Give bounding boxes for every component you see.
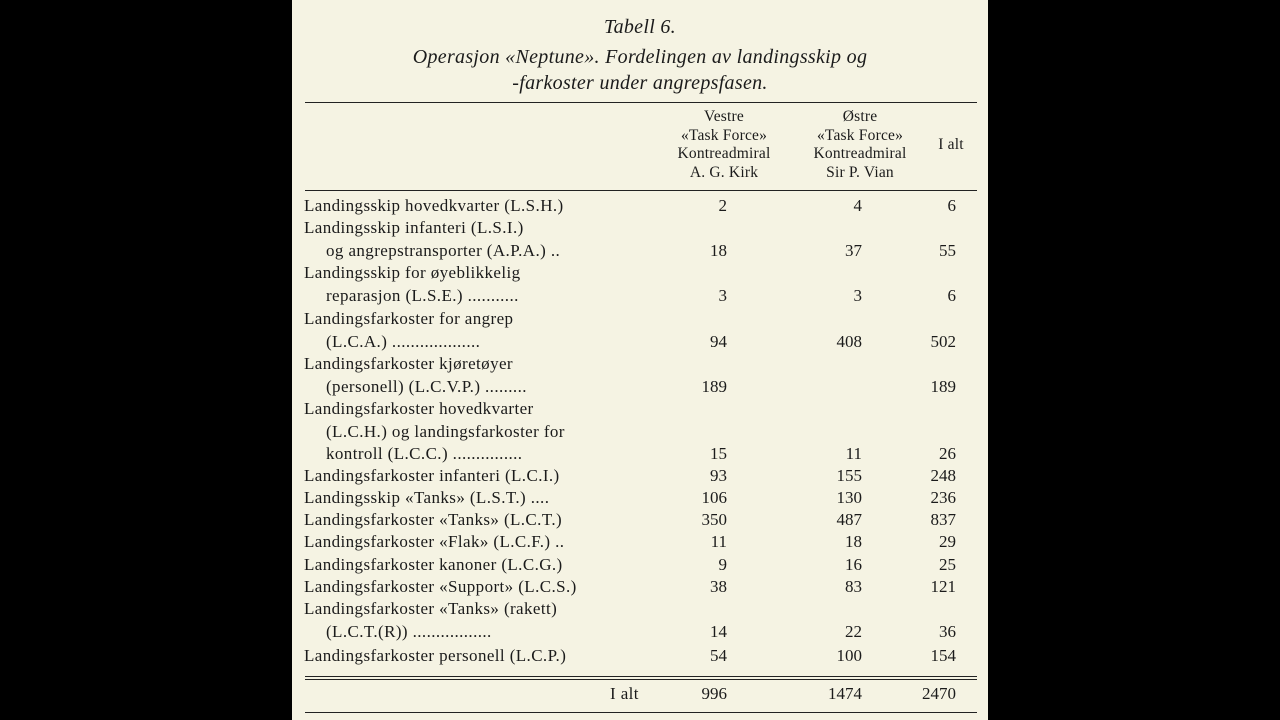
cell-west: 9 <box>718 555 727 574</box>
cell-west: 3 <box>718 285 727 305</box>
cell-west: 38 <box>710 577 727 596</box>
cell-total: 154 <box>930 646 956 665</box>
cell-total: 502 <box>930 331 956 351</box>
cell-total: 25 <box>939 555 956 574</box>
row-label: kontroll (L.C.C.) ............... <box>326 444 523 463</box>
cell-total: 236 <box>930 488 956 507</box>
cell-east: 130 <box>836 488 862 507</box>
header-total: I alt <box>938 136 964 153</box>
table-caption-line2: -farkoster under angrepsfasen. <box>512 72 768 94</box>
cell-east: 408 <box>836 331 862 351</box>
table-caption-line1: Operasjon «Neptune». Fordelingen av landingsskip og <box>412 46 868 68</box>
total-all: 2470 <box>922 684 956 703</box>
header-rule <box>305 190 977 191</box>
cell-east: 18 <box>845 532 862 551</box>
row-label: Landingsskip for øyeblikkelig <box>304 263 521 282</box>
row-label: Landingsfarkoster personell (L.C.P.) <box>304 646 567 665</box>
cell-west: 106 <box>701 488 727 507</box>
cell-west: 189 <box>701 376 727 396</box>
cell-west: 15 <box>710 444 727 463</box>
row-label: reparasjon (L.S.E.) ........... <box>326 285 519 305</box>
cell-total: 837 <box>930 510 956 529</box>
cell-west: 14 <box>710 621 727 641</box>
row-label: Landingsskip hovedkvarter (L.S.H.) <box>304 196 564 215</box>
cell-total: 36 <box>939 621 956 641</box>
cell-east: 487 <box>836 510 862 529</box>
total-west: 996 <box>701 684 727 703</box>
row-label: Landingsfarkoster kanoner (L.C.G.) <box>304 555 563 574</box>
cell-total: 121 <box>930 577 956 596</box>
row-label: Landingsfarkoster «Flak» (L.C.F.) .. <box>304 532 565 551</box>
cell-west: 18 <box>710 240 727 260</box>
header-west: Vestre «Task Force» Kontreadmiral A. G. Kirk <box>677 108 771 181</box>
row-label: (L.C.H.) og landingsfarkoster for <box>326 421 565 441</box>
cell-total: 6 <box>947 196 956 215</box>
cell-total: 29 <box>939 532 956 551</box>
row-label: (L.C.A.) ................... <box>326 331 481 351</box>
cell-total: 26 <box>939 444 956 463</box>
cell-west: 54 <box>710 646 727 665</box>
cell-east: 37 <box>845 240 862 260</box>
row-label: (L.C.T.(R)) ................. <box>326 621 492 641</box>
total-label: I alt <box>610 684 639 703</box>
table-number: Tabell 6. <box>604 16 676 38</box>
total-rule-1 <box>305 676 977 677</box>
total-rule-2 <box>305 679 977 680</box>
cell-west: 11 <box>710 532 727 551</box>
row-label: Landingsfarkoster for angrep <box>304 309 514 328</box>
row-label: Landingsfarkoster kjøretøyer <box>304 354 513 373</box>
cell-west: 2 <box>718 196 727 215</box>
cell-east: 16 <box>845 555 862 574</box>
cell-west: 350 <box>701 510 727 529</box>
document-page <box>292 0 988 720</box>
top-rule <box>305 102 977 103</box>
cell-east: 22 <box>845 621 862 641</box>
row-label: Landingsskip infanteri (L.S.I.) <box>304 218 524 237</box>
cell-west: 93 <box>710 466 727 485</box>
row-label: Landingsfarkoster «Support» (L.C.S.) <box>304 577 577 596</box>
row-label: Landingsfarkoster infanteri (L.C.I.) <box>304 466 560 485</box>
row-label: Landingsfarkoster «Tanks» (L.C.T.) <box>304 510 563 529</box>
cell-total: 55 <box>939 240 956 260</box>
header-east: Østre «Task Force» Kontreadmiral Sir P. Vian <box>813 108 907 181</box>
cell-east: 155 <box>836 466 862 485</box>
cell-east: 4 <box>853 196 862 215</box>
cell-east: 100 <box>836 646 862 665</box>
bottom-rule <box>305 712 977 713</box>
row-label: Landingsskip «Tanks» (L.S.T.) .... <box>304 488 550 507</box>
cell-total: 6 <box>947 285 956 305</box>
row-label: Landingsfarkoster «Tanks» (rakett) <box>304 599 558 618</box>
cell-east: 3 <box>853 285 862 305</box>
cell-east: 83 <box>845 577 862 596</box>
row-label: og angrepstransporter (A.P.A.) .. <box>326 240 561 260</box>
cell-total: 248 <box>930 466 956 485</box>
cell-east: 11 <box>845 444 862 463</box>
row-label: Landingsfarkoster hovedkvarter <box>304 399 534 418</box>
total-east: 1474 <box>828 684 862 703</box>
cell-west: 94 <box>710 331 727 351</box>
row-label: (personell) (L.C.V.P.) ......... <box>326 376 527 396</box>
cell-total: 189 <box>930 376 956 396</box>
